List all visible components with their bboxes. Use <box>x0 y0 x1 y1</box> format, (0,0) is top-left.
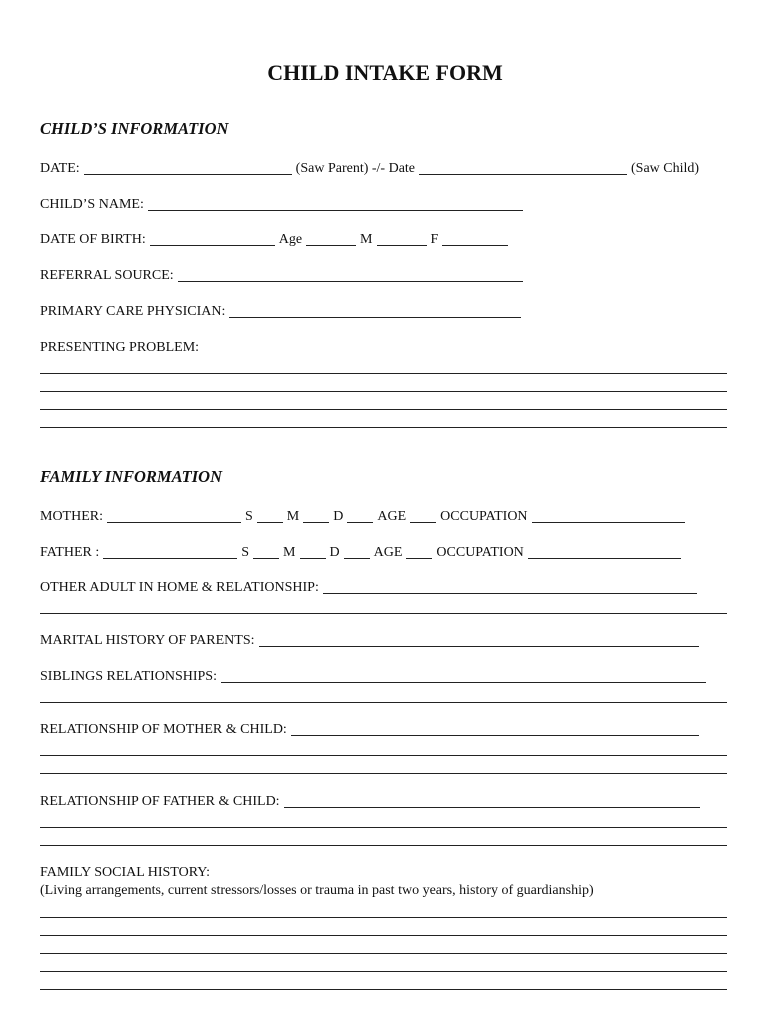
female-field[interactable] <box>442 233 508 246</box>
date-of-birth-row <box>40 232 512 248</box>
father-label: FATHER : <box>40 545 100 560</box>
mother-age-field[interactable] <box>410 510 436 523</box>
primary-care-physician-label: PRIMARY CARE PHYSICIAN: <box>40 304 226 319</box>
presenting-problem-label: PRESENTING PROBLEM: <box>40 340 200 355</box>
mother-child-label: RELATIONSHIP OF MOTHER & CHILD: <box>40 722 287 737</box>
form-title: CHILD INTAKE FORM <box>267 60 503 85</box>
family-social-history-label: FAMILY SOCIAL HISTORY: <box>40 865 210 880</box>
presenting-problem-line[interactable] <box>40 391 727 392</box>
presenting-problem-line[interactable] <box>40 409 727 410</box>
mother-divorced-label: D <box>333 509 344 524</box>
other-adult-line[interactable] <box>40 613 727 614</box>
childs-name-row <box>40 197 527 213</box>
siblings-field[interactable] <box>221 670 706 683</box>
date-of-birth-field[interactable] <box>150 233 275 246</box>
family-social-history-row <box>40 865 210 881</box>
age-label: Age <box>278 232 303 247</box>
family-social-history-line[interactable] <box>40 989 727 990</box>
date-row <box>40 161 699 177</box>
family-social-history-line[interactable] <box>40 971 727 972</box>
primary-care-physician-field[interactable] <box>229 305 521 318</box>
father-child-row <box>40 794 704 810</box>
family-social-history-line[interactable] <box>40 917 727 918</box>
date-saw-child-field[interactable] <box>419 162 627 175</box>
mother-occupation-field[interactable] <box>532 510 685 523</box>
primary-care-physician-row <box>40 304 525 320</box>
father-single-label: S <box>241 545 250 560</box>
siblings-row <box>40 669 710 685</box>
father-child-line[interactable] <box>40 845 727 846</box>
father-age-label: AGE <box>373 545 403 560</box>
father-child-line[interactable] <box>40 827 727 828</box>
father-divorced-label: D <box>329 545 340 560</box>
father-occupation-label: OCCUPATION <box>436 545 524 560</box>
mother-label: MOTHER: <box>40 509 103 524</box>
referral-source-row <box>40 268 527 284</box>
male-field[interactable] <box>377 233 427 246</box>
mother-child-field[interactable] <box>291 723 699 736</box>
father-divorced-field[interactable] <box>344 546 370 559</box>
marital-history-field[interactable] <box>259 634 699 647</box>
referral-source-label: REFERRAL SOURCE: <box>40 268 174 283</box>
date-label: DATE: <box>40 161 80 176</box>
mother-child-line[interactable] <box>40 773 727 774</box>
mother-child-row <box>40 722 703 738</box>
childs-name-label: CHILD’S NAME: <box>40 197 144 212</box>
childs-name-field[interactable] <box>148 198 523 211</box>
other-adult-label: OTHER ADULT IN HOME & RELATIONSHIP: <box>40 580 319 595</box>
father-child-label: RELATIONSHIP OF FATHER & CHILD: <box>40 794 280 809</box>
referral-source-field[interactable] <box>178 269 523 282</box>
family-social-history-line[interactable] <box>40 935 727 936</box>
mother-single-label: S <box>245 509 253 524</box>
siblings-label: SIBLINGS RELATIONSHIPS: <box>40 669 217 684</box>
father-married-field[interactable] <box>300 546 326 559</box>
male-label: M <box>360 232 373 247</box>
mother-age-label: AGE <box>377 509 407 524</box>
other-adult-row <box>40 580 701 596</box>
mother-married-field[interactable] <box>303 510 329 523</box>
siblings-line[interactable] <box>40 702 727 703</box>
date-of-birth-label: DATE OF BIRTH: <box>40 232 146 247</box>
marital-history-label: MARITAL HISTORY OF PARENTS: <box>40 633 255 648</box>
age-field[interactable] <box>306 233 356 246</box>
mother-name-field[interactable] <box>107 510 241 523</box>
mother-divorced-field[interactable] <box>347 510 373 523</box>
father-single-field[interactable] <box>253 546 279 559</box>
female-label: F <box>430 232 439 247</box>
presenting-problem-line[interactable] <box>40 373 727 374</box>
section-heading-family-information: FAMILY INFORMATION <box>40 467 223 486</box>
date-saw-parent-field[interactable] <box>84 162 292 175</box>
saw-parent-label: (Saw Parent) -/- Date <box>295 161 416 176</box>
presenting-problem-row <box>40 340 199 356</box>
mother-row <box>40 509 689 525</box>
other-adult-field[interactable] <box>323 581 697 594</box>
presenting-problem-line[interactable] <box>40 427 727 428</box>
mother-single-field[interactable] <box>257 510 283 523</box>
father-married-label: M <box>283 545 296 560</box>
marital-history-row <box>40 633 703 649</box>
father-age-field[interactable] <box>406 546 432 559</box>
mother-occupation-label: OCCUPATION <box>440 509 528 524</box>
mother-married-label: M <box>286 509 300 524</box>
saw-child-label: (Saw Child) <box>631 161 700 176</box>
family-social-history-note: (Living arrangements, current stressors/losses or trauma in past two years, history of guardianship) <box>40 883 594 898</box>
section-heading-child-information: CHILD’S INFORMATION <box>40 119 229 138</box>
family-social-history-line[interactable] <box>40 953 727 954</box>
father-occupation-field[interactable] <box>528 546 681 559</box>
father-name-field[interactable] <box>103 546 237 559</box>
father-row <box>40 545 685 561</box>
mother-child-line[interactable] <box>40 755 727 756</box>
father-child-field[interactable] <box>284 795 700 808</box>
